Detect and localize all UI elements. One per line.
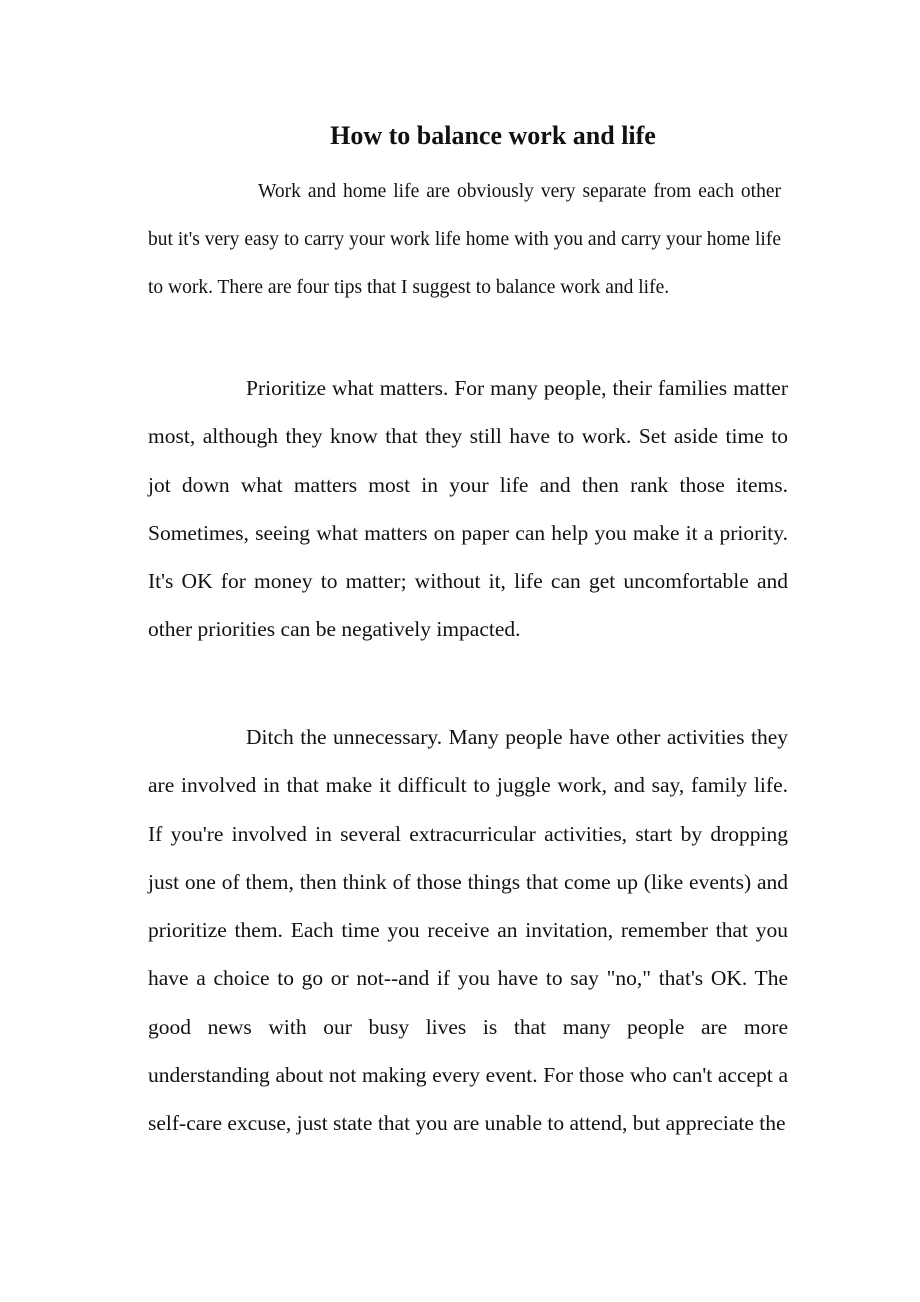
document-title: How to balance work and life: [330, 121, 656, 150]
ditch-unnecessary-paragraph: Ditch the unnecessary. Many people have other activities they are involved in that make it difficult to juggle work, and say, family life. If you're involved in several extracurricular activities, start by dropping just one of them, then think of those things that come up (like events) and prioritize them. Each time you receive an invitation, remember that you have a choice to go or not--and if you have to say "no," that's OK. The good news with our busy lives is that many people are more understanding about not making every event. For those who can't accept a self-care excuse, just state that you are unable to attend, but appreciate the: [148, 725, 788, 1136]
intro-paragraph: Work and home life are obviously very separate from each other but it's very easy to carry your work life home with you and carry your home life to work. There are four tips that I suggest to balance work and life.: [148, 181, 781, 299]
prioritize-paragraph: Prioritize what matters. For many people, their families matter most, although they know that they still have to work. Set aside time to jot down what matters most in your life and then rank those items. Sometimes, seeing what matters on paper can help you make it a priority. It's OK for money to matter; without it, life can get uncomfortable and other priorities can be negatively impacted.: [148, 376, 788, 642]
